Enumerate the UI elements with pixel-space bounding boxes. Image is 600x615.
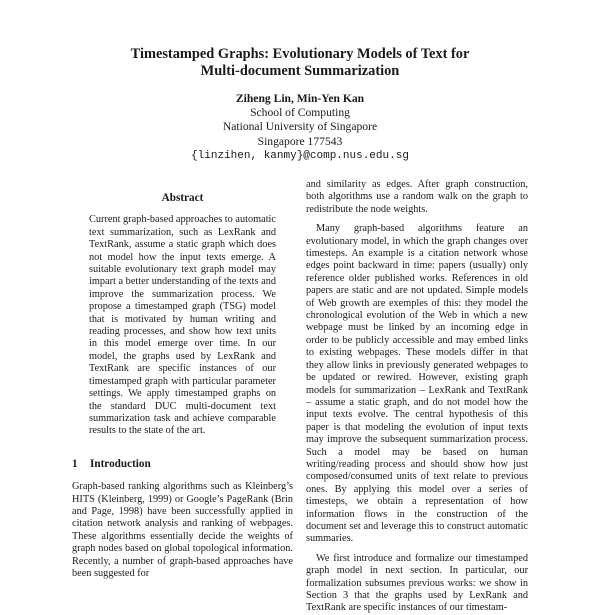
author-university: National University of Singapore bbox=[222, 120, 378, 134]
section-number: 1 bbox=[72, 457, 78, 470]
abstract-text: Current graph-based approaches to automatic text summarization, such as LexRank and TextRank, assume a static graph which does not model how the input texts emerge. A suitable evolutionary text graph model may impart a better understanding of the texts and improve the summarization process. We propose a timestamped graph (TSG) model that is motivated by human writing and reading processes, and show how text units in this model emerge over time. In our model, the graphs used by LexRank and TextRank are specific instances of our timestamped graph with particular parameter settings. We apply timestamped graphs on the standard DUC multi-document text summarization task and achieve comparable results to the state of the art. bbox=[89, 214, 276, 437]
right-column bbox=[306, 179, 528, 615]
author-city: Singapore 177543 bbox=[257, 134, 343, 148]
author-names: Ziheng Lin, Min-Yen Kan bbox=[235, 92, 365, 105]
overview-paragraph: We first introduce and formalize our timestamped graph model in next section. In particular, our formalization subsumes previous works: we show in Section 3 that the graphs used by LexRank and TextRank are specific instances of our timestam- bbox=[306, 552, 528, 614]
continued-paragraph: and similarity as edges. After graph construction, both algorithms use a random walk on the graph to redistribute the node weights. bbox=[306, 179, 528, 215]
evolution-paragraph: Many graph-based algorithms feature an evolutionary model, in which the graph changes over timesteps. An example is a citation network whose edges point backward in time: papers (usually) only reference older published works. References in old papers are static and are not updated. Simple models of Web growth are exemples of this: they model the chronological evolution of the Web in which a new webpage must be linked by an incoming edge in order to be publicly accessible and may embed links to existing webpages. These models differ in that they allow links in previously generated webpages to be updated or rewired. However, existing graph models for summarization – LexRank and TextRank – assume a static graph, and do not model how the input texts evolve. The central hypothesis of this paper is that modeling the evolution of input texts may improve the subsequent summarization process. Such a model may be based on human writing/reading process and should show how just composed/consumed units of text relate to previous ones. By applying this model over a series of timesteps, we obtain a representation of how information flows in the construction of the document set and leverage this to construct automatic summaries. bbox=[306, 223, 528, 545]
author-email: {linzihen, kanmy}@comp.nus.edu.sg bbox=[191, 149, 409, 162]
left-column bbox=[72, 192, 293, 580]
abstract-heading: Abstract bbox=[161, 192, 204, 204]
title-line-2: Multi-document Summarization bbox=[200, 63, 400, 79]
paper-title bbox=[0, 46, 600, 80]
section-heading-introduction bbox=[72, 458, 293, 470]
intro-paragraph: Graph-based ranking algorithms such as Kleinberg’s HITS (Kleinberg, 1999) or Google’s PageRank (Brin and Page, 1998) have been successfully applied in citation network analysis and ranking of webpages. These algorithms essentially decide the weights of graph nodes based on global topological information. Recently, a number of graph-based approaches have been suggested for bbox=[72, 481, 293, 579]
section-title: Introduction bbox=[90, 457, 151, 470]
title-line-1: Timestamped Graphs: Evolutionary Models of Text for bbox=[130, 46, 470, 62]
author-department: School of Computing bbox=[250, 106, 350, 120]
author-block bbox=[0, 92, 600, 163]
